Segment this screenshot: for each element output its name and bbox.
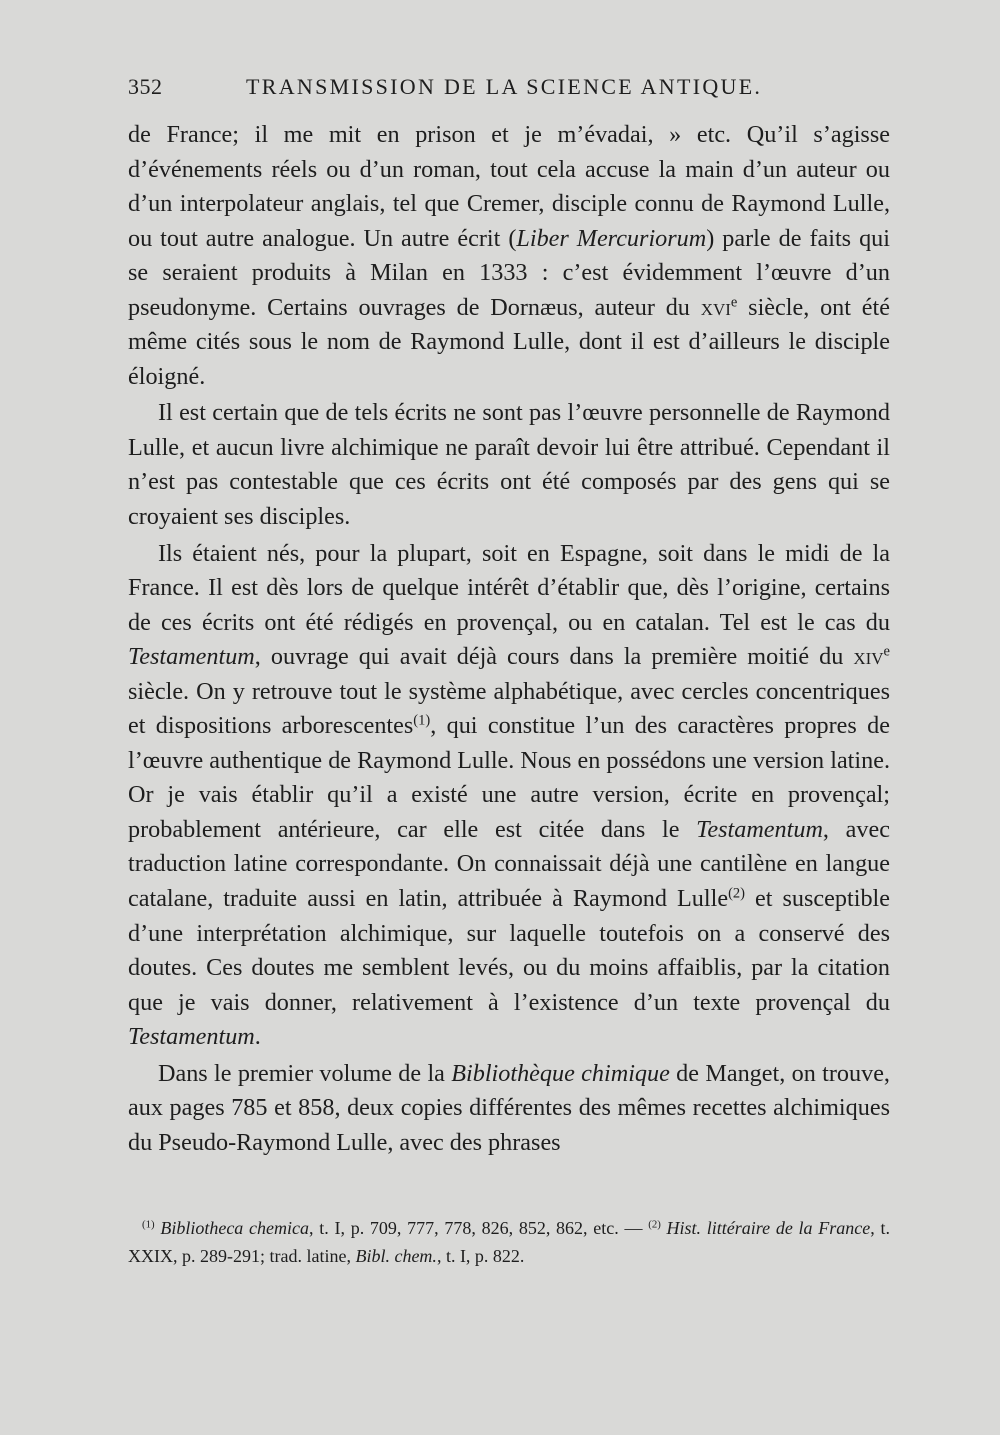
footnote-mark-2: (2) bbox=[648, 1218, 661, 1231]
page-number: 352 bbox=[128, 74, 163, 99]
footnote-italic: Hist. littéraire de la France bbox=[666, 1218, 871, 1238]
text-run: siècle. On y retrouve tout le système alphabétique, avec cercles concentriques et dispositions arborescentes bbox=[128, 677, 890, 740]
text-run: ) parle de faits qui se seraient produits à Milan en 1333 : c’est évidemment l’œuvre d’un pseudonyme. Certains ouvrages de Dornæus, auteur du bbox=[128, 224, 890, 321]
paragraph-2: Il est certain que de tels écrits ne sont pas l’œuvre personnelle de Raymond Lulle, et aucun livre alchimique ne paraît devoir lui être attribué. Cependant il n’est pas contestable que ces écrits ont été composés par des gens qui se croyaient ses disciples. bbox=[128, 399, 890, 531]
text-run: , qui constitue l’un des caractères propres de l’œuvre authentique de Raymond Lulle. Nous en possédons une version latine. Or je vais établir qu’il a existé une autre version, écrite en provençal; probablement antérieure, car elle est citée dans le bbox=[128, 712, 890, 843]
footnote-ref-2[interactable]: (2) bbox=[728, 885, 745, 902]
main-text bbox=[128, 118, 890, 1160]
text-run: , avec traduction latine correspondante. On connaissait déjà une cantilène en langue catalane, traduite aussi en latin, attribuée à Raymond Lulle bbox=[128, 815, 890, 913]
italic-title: Bibliothèque chimique bbox=[451, 1059, 670, 1087]
footnote-italic: Bibliotheca chemica bbox=[160, 1218, 310, 1238]
paragraph-1 bbox=[128, 118, 890, 394]
paragraph-4 bbox=[128, 1057, 890, 1161]
paragraph-3 bbox=[128, 537, 890, 1055]
text-run: Dans le premier volume de la bbox=[158, 1059, 452, 1087]
text-run: Ils étaient nés, pour la plupart, soit en Espagne, soit dans le midi de la France. Il est dès lors de quelque intérêt d’établir que, dès l’origine, certains de ces écrits ont été rédigés en provençal, ou en catalan. Tel est le cas du bbox=[128, 539, 890, 636]
running-title: TRANSMISSION DE LA SCIENCE ANTIQUE. bbox=[246, 74, 763, 99]
italic-title: Testamentum bbox=[696, 815, 823, 843]
text-run: de Manget, on trouve, aux pages 785 et 858, deux copies différentes des mêmes recettes alchimiques du Pseudo-Raymond Lulle, avec des phrases bbox=[128, 1059, 890, 1156]
italic-title: Testamentum bbox=[128, 643, 255, 671]
text-run: et susceptible d’une interprétation alchimique, sur laquelle toutefois on a conservé des doutes. Ces doutes me semblent levés, ou du moins affaiblis, par la citation que je vais donner, relativement à l’existence d’un texte provençal du bbox=[128, 885, 890, 1016]
text-run: , ouvrage qui avait déjà cours dans la première moitié du bbox=[254, 643, 854, 671]
footnote-text: , t. I, p. 709, 777, 778, 826, 852, 862, etc. — bbox=[309, 1218, 649, 1238]
footnote-text: , t. I, p. 822. bbox=[436, 1246, 525, 1266]
running-head bbox=[128, 74, 888, 106]
text-run: . bbox=[254, 1023, 261, 1051]
footnotes bbox=[128, 1214, 890, 1270]
italic-title: Liber Mercuriorum bbox=[516, 224, 707, 252]
footnote-block bbox=[128, 1214, 890, 1270]
footnote-text: , t. XXIX, p. 289-291; trad. latine, bbox=[128, 1218, 890, 1266]
superscript: e bbox=[730, 294, 738, 311]
italic-title: Testamentum bbox=[128, 1023, 255, 1051]
text-run: siècle, ont été même cités sous le nom de Raymond Lulle, dont il est d’ailleurs le disciple éloigné. bbox=[128, 293, 890, 390]
text-run: de France; il me mit en prison et je m’évadai, » etc. Qu’il s’agisse d’événements réels ou d’un roman, tout cela accuse la main d’un auteur ou d’un interpolateur anglais, tel que Cremer, disciple connu de Raymond Lulle, ou tout autre analogue. Un autre écrit ( bbox=[128, 121, 890, 252]
century-numeral: xvi bbox=[700, 293, 731, 321]
footnote-mark-1: (1) bbox=[142, 1218, 155, 1231]
century-numeral: xiv bbox=[853, 643, 884, 671]
footnote-italic: Bibl. chem. bbox=[355, 1246, 437, 1266]
footnote-ref-1[interactable]: (1) bbox=[413, 712, 431, 729]
superscript: e bbox=[883, 643, 890, 660]
